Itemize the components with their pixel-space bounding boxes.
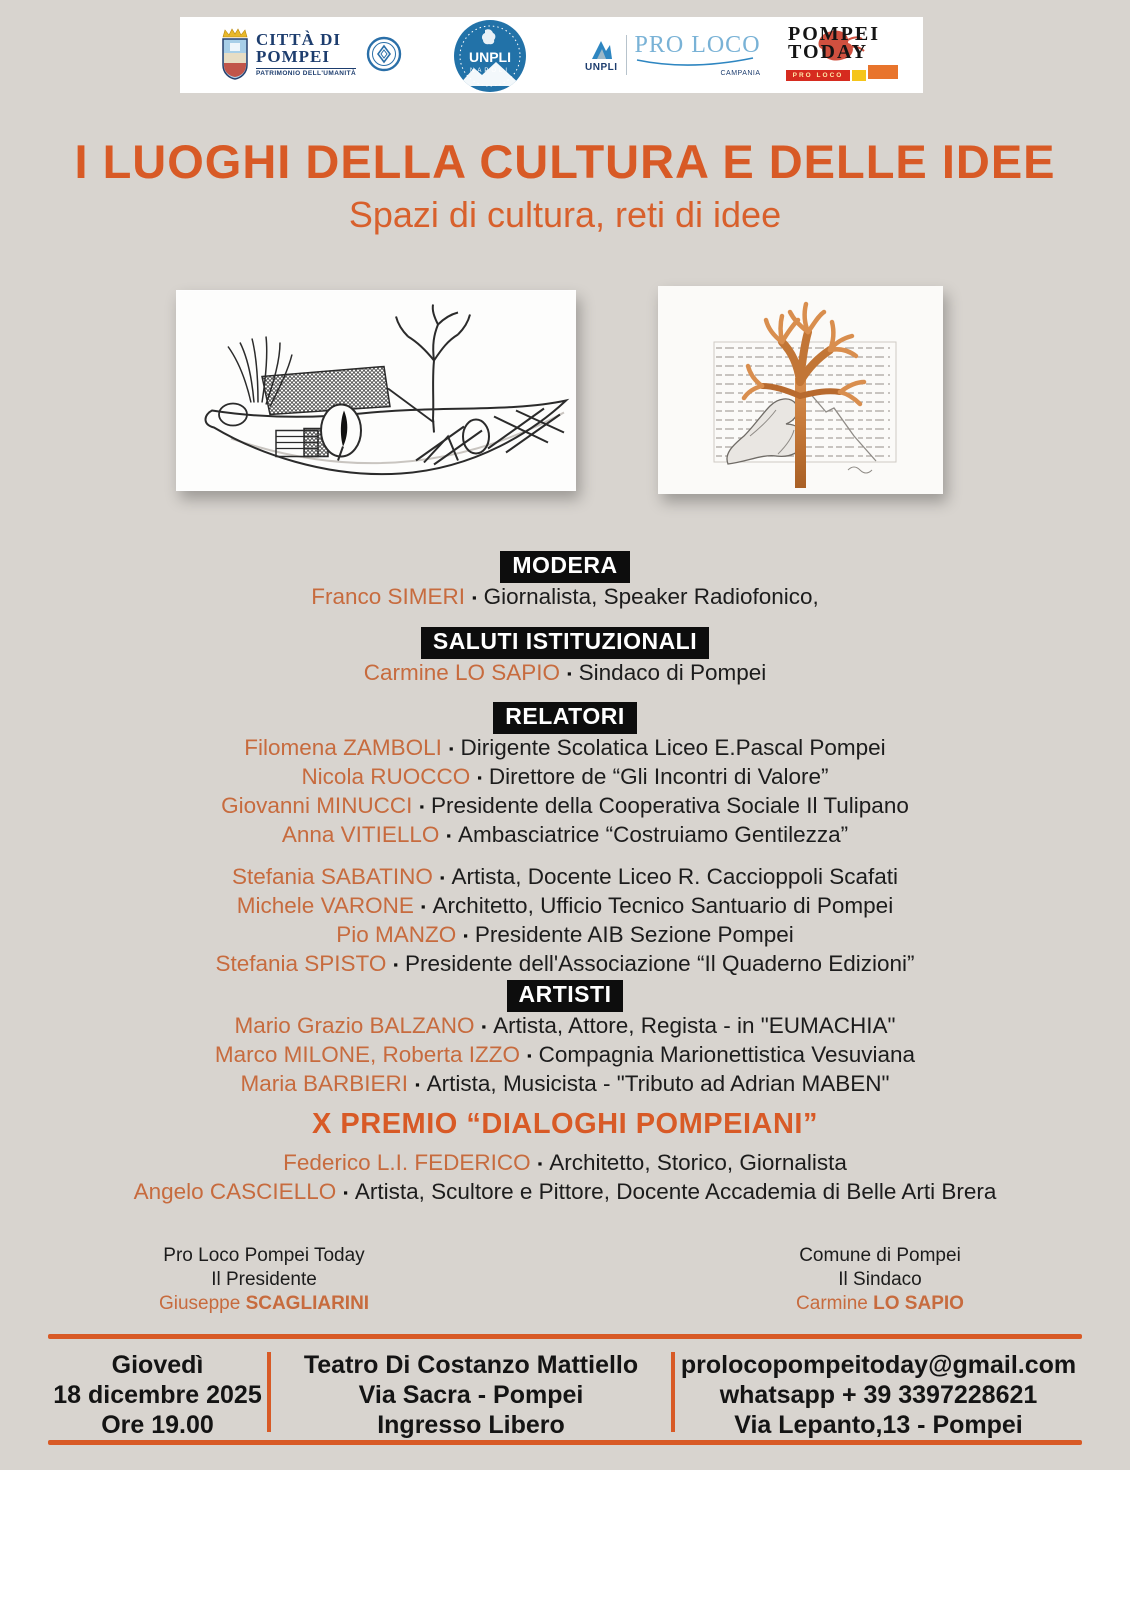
proloco-campania-main: PRO LOCO xyxy=(634,32,761,58)
speaker-role: Presidente dell'Associazione “Il Quaderno Edizioni” xyxy=(404,951,915,976)
footer-bottom-rule xyxy=(48,1440,1082,1445)
bullet-separator: ▪ xyxy=(446,828,452,843)
wire-boat-abstract-drawing xyxy=(176,290,576,491)
artwork-left xyxy=(176,290,576,491)
section-badge: MODERA xyxy=(500,551,629,583)
speaker-name: Anna VITIELLO xyxy=(281,822,440,847)
unpli-napoli-line2: NAPOLI xyxy=(469,68,511,74)
footer-admission: Ingresso Libero xyxy=(377,1411,565,1439)
bullet-separator: ▪ xyxy=(420,899,426,914)
speaker-line xyxy=(0,1041,1130,1070)
footer-date: 18 dicembre 2025 xyxy=(53,1381,262,1409)
signature-last-name: SCAGLIARINI xyxy=(245,1293,370,1314)
speaker-name: Carmine LO SAPIO xyxy=(363,660,561,685)
speaker-name: Franco SIMERI xyxy=(311,584,465,609)
proloco-swoosh-icon xyxy=(635,57,755,69)
speaker-line xyxy=(0,1178,1130,1207)
citta-line2: POMPEI xyxy=(256,46,330,66)
speaker-name: Michele VARONE xyxy=(236,893,414,918)
bullet-separator: ▪ xyxy=(415,1077,420,1092)
speaker-line xyxy=(0,950,1130,979)
section-saluti xyxy=(0,627,1130,688)
footer-venue-column xyxy=(271,1350,671,1440)
speaker-name: Nicola RUOCCO xyxy=(301,764,471,789)
section-badge: RELATORI xyxy=(493,702,636,734)
artwork-right xyxy=(658,286,943,494)
page-subtitle: Spazi di cultura, reti di idee xyxy=(348,194,782,235)
speaker-line xyxy=(0,792,1130,821)
unpli-napoli-icon xyxy=(452,18,528,94)
speaker-role: Artista, Attore, Regista - in "EUMACHIA" xyxy=(493,1013,896,1038)
speaker-line xyxy=(0,583,1130,612)
speaker-line xyxy=(0,1070,1130,1099)
logo-divider xyxy=(626,35,627,75)
pompei-today-line1: POMPEI xyxy=(788,23,880,45)
speaker-line xyxy=(0,821,1130,850)
speaker-role: Artista, Scultore e Pittore, Docente Accademia di Belle Arti Brera xyxy=(354,1179,997,1204)
speaker-line xyxy=(0,763,1130,792)
signature-org: Comune di Pompei xyxy=(799,1245,961,1266)
premio-title: X PREMIO “DIALOGHI POMPEIANI” xyxy=(312,1108,818,1140)
page-title: I LUOGHI DELLA CULTURA E DELLE IDEE xyxy=(74,135,1056,188)
bullet-separator: ▪ xyxy=(393,957,398,972)
speaker-name: Mario Grazio BALZANO xyxy=(234,1013,475,1038)
speaker-role: Ambasciatrice “Costruiamo Gentilezza” xyxy=(458,822,849,847)
speaker-name: Maria BARBIERI xyxy=(240,1071,409,1096)
section-badge: SALUTI ISTITUZIONALI xyxy=(421,627,709,659)
copper-tree-figure-collage xyxy=(658,286,943,494)
signature-org: Pro Loco Pompei Today xyxy=(163,1245,365,1266)
bullet-separator: ▪ xyxy=(477,770,482,785)
speaker-name: Marco MILONE, Roberta IZZO xyxy=(214,1042,520,1067)
bullet-separator: ▪ xyxy=(439,870,445,885)
citta-di-pompei-logo xyxy=(220,27,402,81)
section-relatori xyxy=(0,702,1130,979)
speaker-name: Stefania SPISTO xyxy=(215,951,387,976)
speaker-line xyxy=(0,659,1130,688)
footer-time: Ore 19.00 xyxy=(101,1411,214,1439)
footer-top-rule xyxy=(48,1334,1082,1339)
footer-street: Via Lepanto,13 - Pompei xyxy=(734,1411,1023,1439)
unesco-emblem-icon xyxy=(366,36,402,72)
logo-strip xyxy=(180,17,923,93)
footer-venue: Teatro Di Costanzo Mattiello xyxy=(303,1351,639,1379)
speaker-name: Federico L.I. FEDERICO xyxy=(283,1150,531,1175)
speaker-role: Compagnia Marionettistica Vesuviana xyxy=(538,1042,916,1067)
unpli-napoli-logo xyxy=(452,18,528,94)
bullet-separator: ▪ xyxy=(463,928,468,943)
bullet-separator: ▪ xyxy=(472,590,477,605)
footer-date-column xyxy=(48,1350,267,1440)
speaker-name: Giovanni MINUCCI xyxy=(221,793,413,818)
yellow-block xyxy=(852,70,866,81)
bullet-separator: ▪ xyxy=(537,1156,543,1171)
speaker-line xyxy=(0,921,1130,950)
speaker-name: Pio MANZO xyxy=(336,922,457,947)
citta-line1: CITTÀ DI xyxy=(256,29,341,49)
speaker-role: Artista, Docente Liceo R. Caccioppoli Scafati xyxy=(451,864,898,889)
unpli-campania-mark-label: UNPLI xyxy=(585,62,618,73)
orange-block xyxy=(868,65,898,79)
bullet-separator: ▪ xyxy=(481,1019,487,1034)
speaker-role: Giornalista, Speaker Radiofonico, xyxy=(483,584,819,609)
footer-address: Via Sacra - Pompei xyxy=(358,1381,584,1409)
bullet-separator: ▪ xyxy=(343,1185,348,1200)
footer-whatsapp: whatsapp + 39 3397228621 xyxy=(719,1381,1038,1409)
speaker-name: Filomena ZAMBOLI xyxy=(244,735,442,760)
citta-tagline: PATRIMONIO DELL'UMANITÀ xyxy=(256,69,357,77)
pompei-today-proloco-bar: PRO LOCO xyxy=(786,70,850,81)
signature-role: Il Presidente xyxy=(211,1269,317,1290)
speaker-line xyxy=(0,1012,1130,1041)
speaker-line xyxy=(0,892,1130,921)
signature-last-name: LO SAPIO xyxy=(873,1293,964,1314)
signature-first-name: Carmine xyxy=(796,1293,868,1314)
footer-email: prolocopompeitoday@gmail.com xyxy=(680,1351,1077,1379)
speaker-name: Stefania SABATINO xyxy=(232,864,433,889)
bullet-separator: ▪ xyxy=(448,741,454,756)
speaker-line xyxy=(0,863,1130,892)
pompei-crest-icon xyxy=(220,27,250,81)
footer-day: Giovedì xyxy=(111,1351,204,1379)
speaker-line xyxy=(0,1149,1130,1178)
section-artisti xyxy=(0,980,1130,1099)
bullet-separator: ▪ xyxy=(527,1048,532,1063)
unpli-campania-mark-icon xyxy=(588,37,614,63)
speaker-role: Presidente della Cooperativa Sociale Il Tulipano xyxy=(431,793,909,818)
pompei-today-line2: TODAY xyxy=(788,41,869,64)
bullet-separator: ▪ xyxy=(567,666,572,681)
footer-contacts-column xyxy=(675,1350,1082,1440)
speaker-role: Artista, Musicista - "Tributo ad Adrian MABEN" xyxy=(426,1071,890,1096)
section-badge: ARTISTI xyxy=(507,980,624,1012)
unpli-napoli-line1: UNPLI xyxy=(469,49,511,65)
section-modera xyxy=(0,551,1130,612)
proloco-campania-sub: CAMPANIA xyxy=(720,70,761,77)
signature-right xyxy=(730,1244,1030,1316)
speaker-role: Presidente AIB Sezione Pompei xyxy=(474,922,794,947)
unpli-proloco-campania-logo xyxy=(585,33,761,77)
bullet-separator: ▪ xyxy=(419,799,425,814)
speaker-role: Dirigente Scolatica Liceo E.Pascal Pompei xyxy=(460,735,886,760)
signature-role: Il Sindaco xyxy=(838,1269,922,1290)
pompei-today-logo xyxy=(778,25,898,87)
signature-first-name: Giuseppe xyxy=(158,1293,241,1314)
speaker-role: Architetto, Ufficio Tecnico Santuario di Pompei xyxy=(432,893,894,918)
section-premio xyxy=(0,1108,1130,1207)
speaker-name: Angelo CASCIELLO xyxy=(133,1179,337,1204)
speaker-line xyxy=(0,734,1130,763)
speaker-role: Sindaco di Pompei xyxy=(578,660,767,685)
speaker-role: Architetto, Storico, Giornalista xyxy=(549,1150,847,1175)
speaker-role: Direttore de “Gli Incontri di Valore” xyxy=(488,764,829,789)
signature-left xyxy=(114,1244,414,1316)
